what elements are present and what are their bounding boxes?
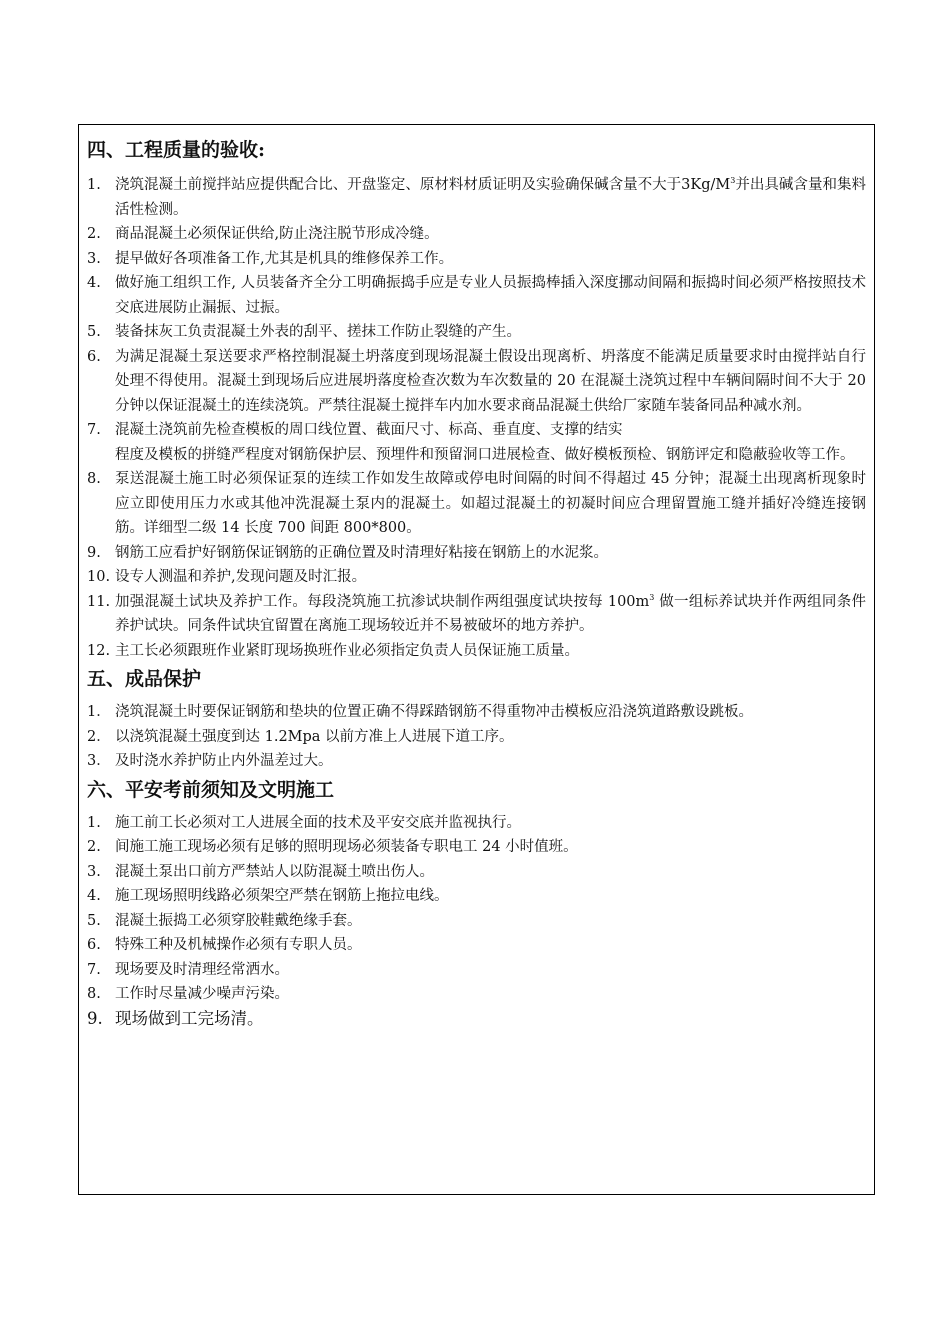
- item-number: 5.: [87, 324, 101, 340]
- item-number: 4.: [87, 275, 101, 291]
- document-frame: [78, 124, 875, 1195]
- list-item: [87, 933, 866, 958]
- item-text: 特殊工种及机械操作必须有专职人员。: [115, 937, 362, 953]
- item-number: 2．: [87, 728, 111, 745]
- list-item: [87, 860, 866, 885]
- section-heading-safety-civilized-construction: 六、平安考前须知及文明施工: [87, 778, 335, 801]
- list-item: [87, 247, 866, 272]
- item-text: 钢筋工应看护好钢筋保证钢筋的正确位置及时清理好粘接在钢筋上的水泥浆。: [115, 544, 608, 561]
- item-text: 主工长必须跟班作业紧盯现场换班作业必须指定负责人员保证施工质量。: [115, 642, 579, 659]
- list-item: [87, 590, 866, 639]
- item-text: 间施工施工现场必须有足够的照明现场必须装备专职电工 24 小时值班。: [115, 839, 578, 855]
- section-heading-quality-acceptance: 四、工程质量的验收:: [87, 139, 266, 161]
- list-item: [87, 271, 866, 320]
- item-text: 施工现场照明线路必须架空严禁在钢筋上拖拉电线。: [115, 888, 449, 904]
- item-text: 浇筑混凝土时要保证钢筋和垫块的位置正确不得踩踏钢筋不得重物冲击模板应沿浇筑道路敷设跳板。: [115, 704, 753, 720]
- superscript: 3: [649, 592, 655, 602]
- safety-list: [87, 811, 866, 1032]
- item-number: 7.: [87, 422, 101, 438]
- item-text: 泵送混凝土施工时必须保证泵的连续工作如发生故障或停电时间隔的时间不得超过 45 分钟；混凝土出现离析现象时应立即使用压力水或其他冲洗混凝土泵内的混凝土。如超过混凝土的初凝时间应合理留置施工缝并插好冷缝连接钢筋。详细型二级 14 长度 700 间距 800*800。: [115, 471, 866, 536]
- item-number: 11.: [87, 593, 111, 610]
- item-number: 6.: [87, 937, 101, 953]
- item-text: 设专人测温和养护,发现问题及时汇报。: [115, 569, 367, 585]
- item-number: 3.: [87, 863, 101, 880]
- item-text: 浇筑混凝土前搅拌站应提供配合比、开盘鉴定、原材料材质证明及实验确保碱含量不大于$3Kg/M^3$并出具碱含量和集料活性检测。: [115, 176, 866, 218]
- quality-acceptance-list: [87, 173, 866, 663]
- section-heading-product-protection: 五、成品保护: [87, 668, 202, 690]
- list-item: [87, 345, 866, 419]
- item-number: 1.: [87, 177, 101, 193]
- item-number: 5.: [87, 912, 101, 929]
- item-number: 1．: [87, 704, 111, 720]
- list-item: [87, 835, 866, 860]
- item-text: 及时浇水养护防止内外温差过大。: [115, 753, 333, 769]
- list-item: [87, 884, 866, 909]
- item-text: 加强混凝土试块及养护工作。每段浇筑施工抗渗试块制作两组强度试块按每 $100m^3$ 做一组标养试块并作两组同条件养护试块。同条件试块宜留置在离施工现场较近并不易被破坏的地方养护。: [115, 592, 866, 634]
- item-text: 商品混凝土必须保证供给,防止浇注脱节形成冷缝。: [115, 226, 439, 242]
- item-number: 6.: [87, 348, 101, 365]
- item-number: 3．: [87, 753, 111, 769]
- list-item: [87, 565, 866, 590]
- item-text: 施工前工长必须对工人进展全面的技术及平安交底并监视执行。: [115, 814, 521, 831]
- item-number: 7.: [87, 961, 101, 978]
- list-item: [87, 958, 866, 983]
- list-item: [87, 700, 866, 725]
- item-text: 装备抹灰工负责混凝土外表的刮平、搓抹工作防止裂缝的产生。: [115, 324, 521, 340]
- item-text: 混凝土泵出口前方严禁站人以防混凝土喷出伤人。: [115, 863, 434, 880]
- list-item: [87, 467, 866, 541]
- item-text: 现场要及时清理经常洒水。: [115, 961, 289, 978]
- list-item: [87, 749, 866, 774]
- item-number: 3.: [87, 250, 101, 267]
- item-text: 做好施工组织工作, 人员装备齐全分工明确振捣手应是专业人员振捣棒插入深度挪动间隔和振捣时间必须严格按照技术交底进展防止漏振、过振。: [115, 275, 866, 316]
- list-item: [87, 222, 866, 247]
- item-text: 提早做好各项准备工作,尤其是机具的维修保养工作。: [115, 250, 454, 267]
- item-text: 现场做到工完场清。: [115, 1008, 264, 1028]
- item-number: 1.: [87, 814, 101, 831]
- item-number: 12.: [87, 642, 111, 659]
- item-text: 混凝土浇筑前先检查模板的周口线位置、截面尺寸、标高、垂直度、支撑的结实 程度及模板的拼缝严程度对钢筋保护层、预埋件和预留洞口进展检查、做好模板预检、钢筋评定和隐蔽验收等工作。: [115, 422, 855, 463]
- list-item: [87, 982, 866, 1007]
- item-number: 8.: [87, 986, 101, 1002]
- list-item: [87, 418, 866, 467]
- product-protection-list: [87, 700, 866, 774]
- list-item: [87, 909, 866, 934]
- list-item: [87, 320, 866, 345]
- item-number: 9.: [87, 544, 101, 561]
- item-number: 4.: [87, 888, 101, 904]
- superscript: 3: [730, 176, 736, 186]
- item-number: 8.: [87, 471, 101, 487]
- item-text: 混凝土振捣工必须穿胶鞋戴绝缘手套。: [115, 912, 362, 929]
- list-item: [87, 811, 866, 836]
- item-text: 以浇筑混凝土强度到达 1.2Mpa 以前方准上人进展下道工序。: [115, 728, 514, 745]
- item-number: 2.: [87, 226, 101, 242]
- item-number: 10.: [87, 569, 111, 585]
- list-item: [87, 725, 866, 750]
- item-number: 2.: [87, 839, 101, 855]
- list-item: [87, 173, 866, 222]
- list-item: [87, 639, 866, 664]
- item-text: 为满足混凝土泵送要求严格控制混凝土坍落度到现场混凝土假设出现离析、坍落度不能满足质量要求时由搅拌站自行处理不得使用。混凝土到现场后应进展坍落度检查次数为车次数量的 20 在混凝土浇筑过程中车辆间隔时间不大于 20 分钟以保证混凝土的连续浇筑。严禁往混凝土搅拌车内加水要求商品混凝土供给厂家随车装备同品种减水剂。: [115, 348, 866, 414]
- list-item: [87, 1007, 866, 1032]
- item-number: 9.: [87, 1008, 103, 1028]
- item-text: 工作时尽量减少噪声污染。: [115, 986, 289, 1002]
- list-item: [87, 541, 866, 566]
